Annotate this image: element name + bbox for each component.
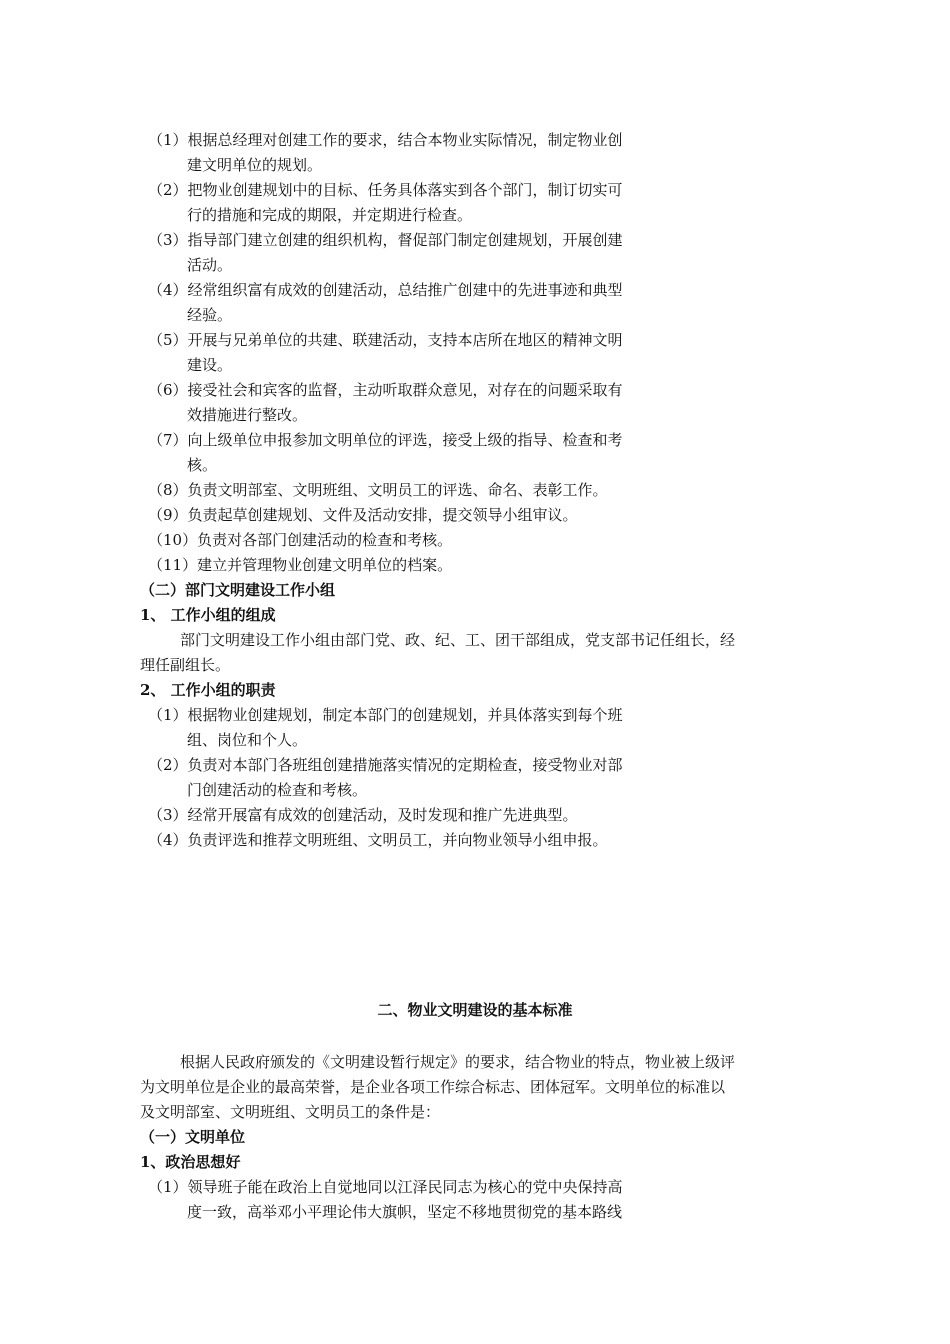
item-6-line-1: （6）接受社会和宾客的监督，主动听取群众意见，对存在的问题采取有 [148, 381, 623, 399]
item-2-line-1: （2）把物业创建规划中的目标、任务具体落实到各个部门，制订切实可 [148, 181, 623, 199]
duty-1-line-1: （1）根据物业创建规划，制定本部门的创建规划，并具体落实到每个班 [148, 706, 623, 724]
item-2-line-2: 行的措施和完成的期限，并定期进行检查。 [187, 206, 473, 224]
item-1-line-1: （1）根据总经理对创建工作的要求，结合本物业实际情况，制定物业创 [148, 131, 623, 149]
duty-4-line-1: （4）负责评选和推荐文明班组、文明员工，并向物业领导小组申报。 [148, 831, 608, 849]
item-6-line-2: 效措施进行整改。 [187, 406, 308, 424]
duty-2-line-2: 门创建活动的检查和考核。 [187, 781, 368, 799]
subheading-duties: 2、 工作小组的职责 [140, 681, 276, 699]
item-5-line-1: （5）开展与兄弟单位的共建、联建活动，支持本店所在地区的精神文明 [148, 331, 623, 349]
item-7-line-2: 核。 [187, 456, 218, 474]
political-item-1-line-2: 度一致，高举邓小平理论伟大旗帜，坚定不移地贯彻党的基本路线 [187, 1203, 623, 1221]
intro-para-line-2: 为文明单位是企业的最高荣誉，是企业各项工作综合标志、团体冠军。文明单位的标准以 [140, 1078, 726, 1096]
item-1-line-2: 建文明单位的规划。 [187, 156, 323, 174]
section-heading-dept-group: （二）部门文明建设工作小组 [140, 581, 336, 599]
item-3-line-1: （3）指导部门建立创建的组织机构，督促部门制定创建规划，开展创建 [148, 231, 623, 249]
intro-para-line-3: 及文明部室、文明班组、文明员工的条件是： [140, 1103, 441, 1121]
composition-para-line-2: 理任副组长。 [140, 656, 231, 674]
item-10-line-1: （10）负责对各部门创建活动的检查和考核。 [148, 531, 453, 549]
item-11-line-1: （11）建立并管理物业创建文明单位的档案。 [148, 556, 453, 574]
item-5-line-2: 建设。 [187, 356, 233, 374]
composition-para-line-1: 部门文明建设工作小组由部门党、政、纪、工、团干部组成，党支部书记任组长，经 [180, 631, 736, 649]
item-4-line-1: （4）经常组织富有成效的创建活动，总结推广创建中的先进事迹和典型 [148, 281, 623, 299]
duty-2-line-1: （2）负责对本部门各班组创建措施落实情况的定期检查，接受物业对部 [148, 756, 623, 774]
item-8-line-1: （8）负责文明部室、文明班组、文明员工的评选、命名、表彰工作。 [148, 481, 608, 499]
chapter-title: 二、物业文明建设的基本标准 [377, 1001, 573, 1019]
subheading-composition: 1、 工作小组的组成 [140, 606, 276, 624]
item-3-line-2: 活动。 [187, 256, 233, 274]
intro-para-line-1: 根据人民政府颁发的《文明建设暂行规定》的要求，结合物业的特点，物业被上级评 [180, 1053, 736, 1071]
item-4-line-2: 经验。 [187, 306, 233, 324]
political-item-1-line-1: （1）领导班子能在政治上自觉地同以江泽民同志为核心的党中央保持高 [148, 1178, 623, 1196]
duty-1-line-2: 组、岗位和个人。 [187, 731, 308, 749]
item-9-line-1: （9）负责起草创建规划、文件及活动安排，提交领导小组审议。 [148, 506, 578, 524]
section-heading-civil-unit: （一）文明单位 [140, 1128, 246, 1146]
duty-3-line-1: （3）经常开展富有成效的创建活动，及时发现和推广先进典型。 [148, 806, 578, 824]
subheading-political: 1、政治思想好 [140, 1153, 241, 1171]
item-7-line-1: （7）向上级单位申报参加文明单位的评选，接受上级的指导、检查和考 [148, 431, 623, 449]
